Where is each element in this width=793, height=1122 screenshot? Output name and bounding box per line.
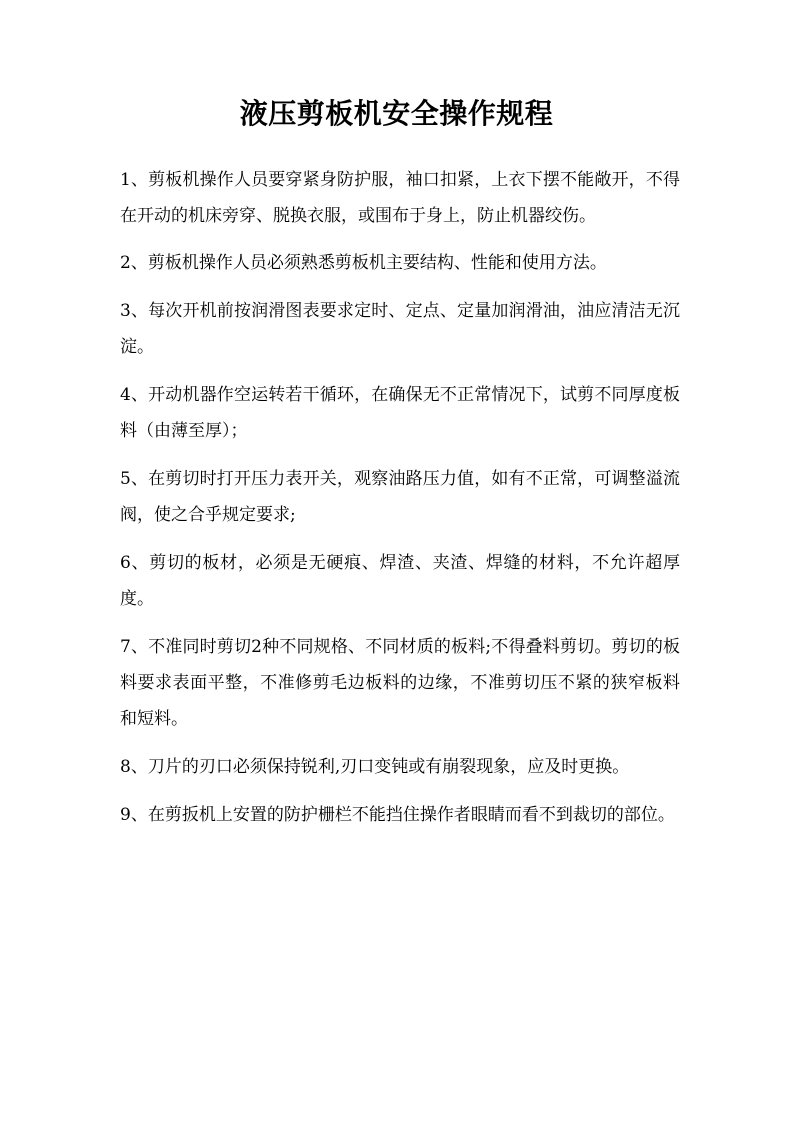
- paragraph-5: 5、在剪切时打开压力表开关，观察油路压力值，如有不正常，可调整溢流阀，使之合乎规定要求;: [120, 469, 680, 525]
- paragraph-6: 6、剪切的板材，必须是无硬痕、焊渣、夹渣、焊缝的材料，不允许超厚度。: [120, 553, 680, 609]
- paragraph-4: 4、开动机器作空运转若干循环，在确保无不正常情况下，试剪不同厚度板料（由薄至厚）；: [120, 385, 680, 441]
- paragraph-3: 3、每次开机前按润滑图表要求定时、定点、定量加润滑油，油应清洁无沉淀。: [120, 301, 680, 357]
- document-body: [120, 162, 680, 845]
- paragraph-8: 8、刀片的刃口必须保持锐利,刃口变钝或有崩裂现象，应及时更换。: [120, 757, 630, 777]
- paragraph-2: 2、剪板机操作人员必须熟悉剪板机主要结构、性能和使用方法。: [120, 253, 607, 273]
- paragraph-7: 7、不准同时剪切2种不同规格、不同材质的板料;不得叠料剪切。剪切的板料要求表面平整，不准修剪毛边板料的边缘，不准剪切压不紧的狭窄板料和短料。: [120, 637, 680, 729]
- document-title: 液压剪板机安全操作规程: [239, 97, 554, 130]
- paragraph-1: 1、剪板机操作人员要穿紧身防护服，袖口扣紧，上衣下摆不能敞开，不得在开动的机床旁穿、脱换衣服，或围布于身上，防止机器绞伤。: [120, 170, 680, 226]
- paragraph-9: 9、在剪扳机上安置的防护栅栏不能挡住操作者眼睛而看不到裁切的部位。: [120, 805, 675, 825]
